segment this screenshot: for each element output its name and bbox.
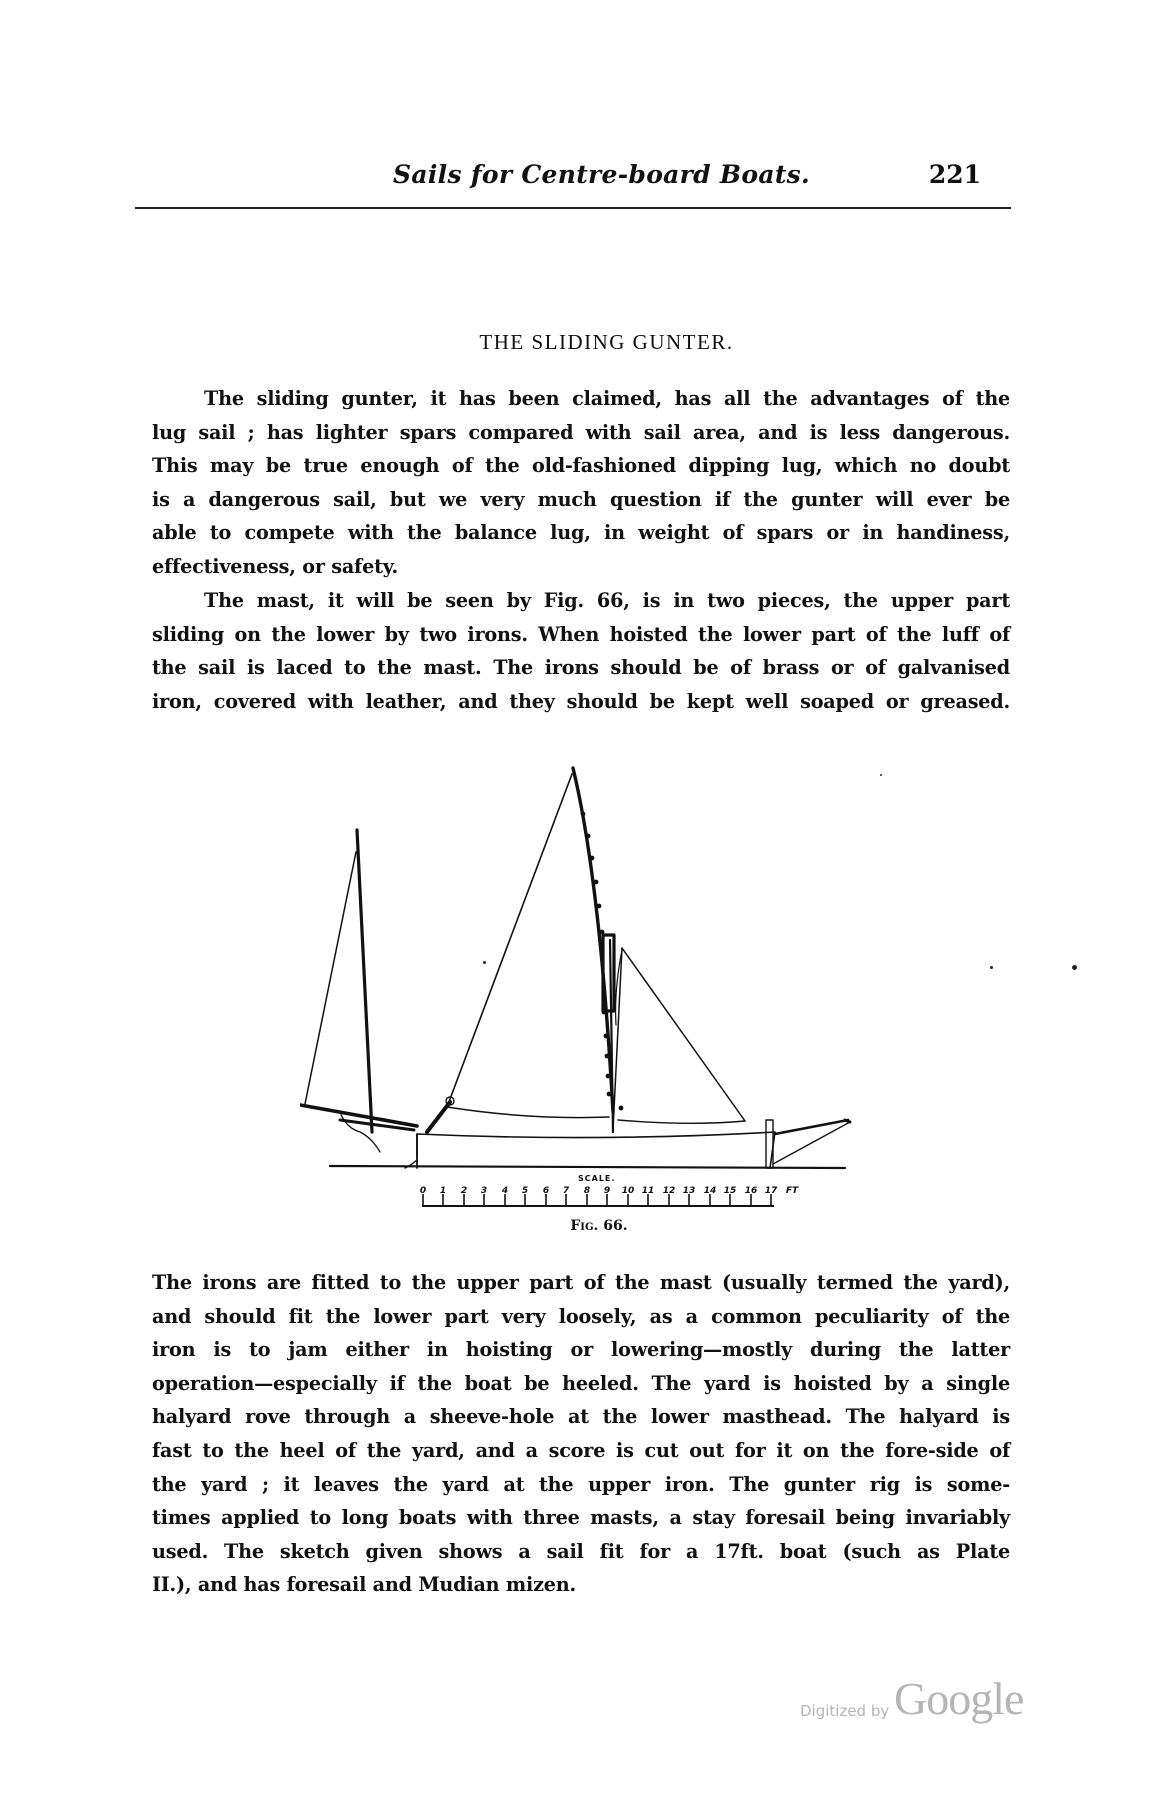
text-line: times applied to long boats with three masts, a stay foresail being invariably [152,1506,1010,1530]
text-line: and should fit the lower part very loosely, as a common peculiarity of the [152,1304,1010,1328]
svg-text:17: 17 [764,1186,778,1196]
text-line: operation—especially if the boat be heeled. The yard is hoisted by a single [152,1371,1010,1395]
svg-text:15: 15 [723,1186,737,1196]
text-line: This may be true enough of the old-fashioned dipping lug, which no doubt [152,454,1010,478]
text-line: iron, covered with leather, and they should be kept well soaped or greased. [152,689,1010,713]
paragraph-2 [152,584,1010,718]
svg-text:1: 1 [439,1186,447,1196]
scale-bar [420,1176,820,1216]
svg-text:12: 12 [662,1186,676,1196]
svg-text:13: 13 [682,1186,696,1196]
page-number: 221 [928,160,981,189]
running-title: Sails for Centre-board Boats. [393,160,811,189]
svg-text:4: 4 [501,1186,509,1196]
figure-caption: Fig. 66. [570,1218,628,1234]
svg-text:FT: FT [785,1186,799,1196]
text-line: sliding on the lower by two irons. When hoisted the lower part of the luff of [152,622,1010,646]
text-line: effectiveness, or safety. [152,554,399,578]
google-logo: Google [894,1673,1024,1724]
text-line: The irons are fitted to the upper part of the mast (usually termed the yard), [152,1271,1010,1294]
scan-speck [483,961,486,964]
text-line: used. The sketch given shows a sail fit for a 17ft. boat (such as Plate [152,1539,1010,1563]
scale-label: SCALE. [578,1174,616,1183]
text-line: the sail is laced to the mast. The irons should be of brass or of galvanised [152,656,1010,680]
svg-text:5: 5 [521,1186,529,1196]
text-line: is a dangerous sail, but we very much question if the gunter will ever be [152,487,1010,511]
svg-text:6: 6 [542,1186,550,1196]
paragraph-1 [152,382,1010,584]
svg-text:9: 9 [603,1186,611,1196]
scan-speck [990,966,993,969]
text-line: II.), and has foresail and Mudian mizen. [152,1573,577,1597]
text-line: lug sail ; has lighter spars compared with sail area, and is less dangerous. [152,420,1010,444]
text-line: the yard ; it leaves the yard at the upper iron. The gunter rig is some- [152,1472,1010,1496]
header-rule [135,207,1011,209]
watermark-prefix: Digitized by [800,1702,890,1720]
boat-sail-diagram [300,740,880,1180]
scan-speck [1072,965,1077,970]
text-line: The sliding gunter, it has been claimed, has all the advantages of the [204,387,1010,410]
svg-text:11: 11 [641,1186,655,1196]
svg-text:16: 16 [744,1186,758,1196]
scale-ruler [420,1176,820,1216]
svg-text:14: 14 [703,1186,717,1196]
svg-text:3: 3 [480,1186,488,1196]
svg-text:7: 7 [562,1186,570,1196]
text-line: fast to the heel of the yard, and a score is cut out for it on the fore-side of [152,1438,1010,1462]
svg-text:2: 2 [460,1186,468,1196]
svg-text:0: 0 [420,1186,427,1196]
text-line: The mast, it will be seen by Fig. 66, is in two pieces, the upper part [204,589,1010,612]
text-line: halyard rove through a sheeve-hole at the lower masthead. The halyard is [152,1405,1010,1429]
section-title: THE SLIDING GUNTER. [479,330,734,354]
paragraph-3 [152,1266,1010,1602]
text-line: iron is to jam either in hoisting or lowering—mostly during the latter [152,1338,1010,1362]
running-header [135,160,1011,200]
text-line: able to compete with the balance lug, in weight of spars or in handiness, [152,521,1010,545]
svg-text:8: 8 [583,1186,591,1196]
scan-speck [880,774,882,776]
svg-text:10: 10 [621,1186,635,1196]
